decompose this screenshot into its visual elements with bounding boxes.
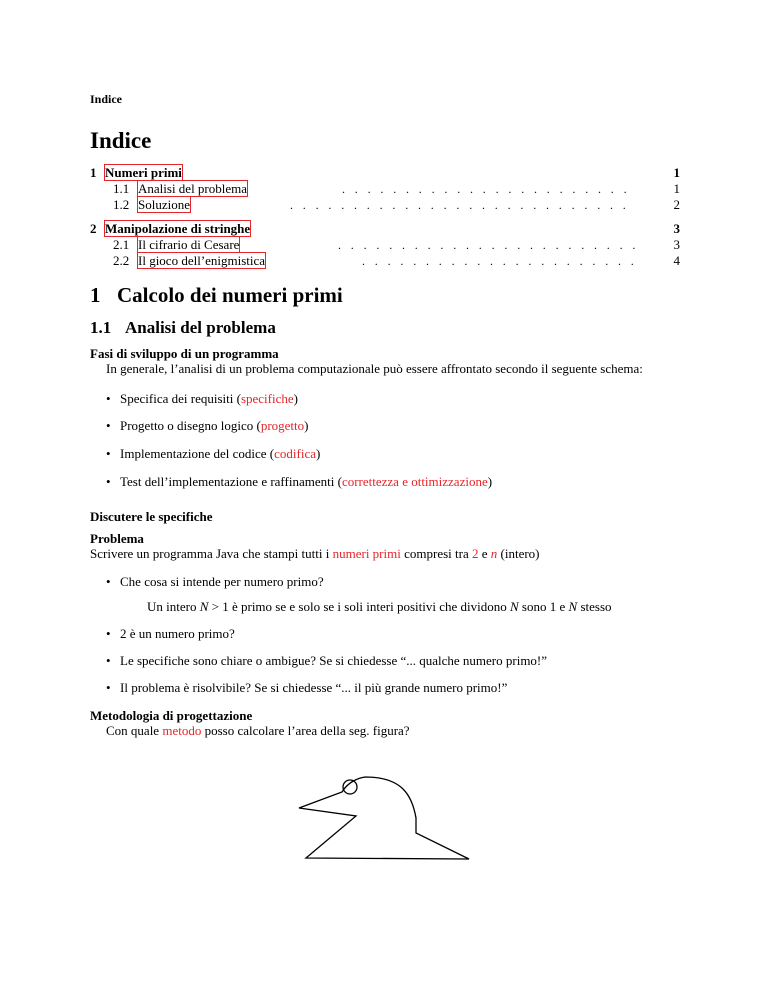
section-title — [90, 283, 343, 308]
toc-entry-page: 3 — [673, 221, 680, 236]
toc-entry-number: 2.1 — [113, 237, 130, 252]
toc-entry-number: 1 — [90, 165, 97, 180]
bird-outline — [299, 777, 469, 859]
prime-definition: Un intero N > 1 è primo se e solo se i soli interi positivi che dividono N sono 1 e N stesso — [147, 599, 612, 614]
fasi-intro: In generale, l’analisi di un problema computazionale può essere affrontato secondo il seguente schema: — [106, 361, 643, 376]
toc-entry-page: 1 — [673, 181, 680, 196]
highlight-term: specifiche — [240, 391, 294, 406]
list-item: • 2 è un numero primo? — [106, 626, 235, 641]
fasi-heading: Fasi di sviluppo di un programma — [90, 346, 279, 361]
toc-leader-dots: . . . . . . . . . . . . . . . . . . . . . . . — [342, 182, 630, 196]
list-item: • Progetto o disegno logico (progetto) — [106, 418, 309, 433]
toc-entry-link[interactable]: Il cifrario di Cesare — [138, 237, 240, 252]
section-number: 1 — [90, 283, 101, 307]
highlight-term: codifica — [274, 446, 316, 461]
list-item: • Le specifiche sono chiare o ambigue? Se si chiedesse “... qualche numero primo!” — [106, 653, 548, 668]
toc-entry-enigmistica[interactable] — [90, 253, 680, 269]
list-item: • Implementazione del codice (codifica) — [106, 446, 321, 461]
toc-entry-page: 4 — [673, 253, 680, 268]
metodologia-text: Con quale metodo posso calcolare l’area della seg. figura? — [106, 723, 410, 738]
toc-leader-dots: . . . . . . . . . . . . . . . . . . . . . . — [362, 254, 638, 268]
highlight-term: correttezza e ottimizzazione — [341, 474, 488, 489]
toc-heading: Indice — [90, 128, 152, 153]
toc-entry-link[interactable]: Il gioco dell’enigmistica — [138, 253, 266, 268]
toc-entry-manipolazione[interactable] — [90, 221, 680, 237]
toc-entry-number: 2.2 — [113, 253, 130, 268]
toc-entry-link[interactable]: Analisi del problema — [138, 181, 248, 196]
toc-entry-link[interactable]: Numeri primi — [105, 165, 182, 180]
list-item: • Che cosa si intende per numero primo? — [106, 574, 324, 589]
toc-entry-page: 3 — [673, 237, 680, 252]
toc-entry-link[interactable]: Soluzione — [138, 197, 190, 212]
toc-entry-soluzione[interactable] — [90, 197, 680, 213]
metodologia-heading: Metodologia di progettazione — [90, 708, 253, 723]
subsection-title — [90, 318, 276, 338]
list-item: • Test dell’implementazione e raffinamenti (correttezza e ottimizzazione) — [106, 474, 493, 489]
toc-entry-link[interactable]: Manipolazione di stringhe — [105, 221, 251, 236]
toc-entry-analisi[interactable] — [90, 181, 680, 197]
subsection-title-text: Analisi del problema — [125, 318, 276, 337]
problema-heading: Problema — [90, 531, 144, 546]
toc-entry-number: 1.1 — [113, 181, 130, 196]
toc-entry-numeri-primi[interactable] — [90, 165, 680, 181]
problema-statement: Scrivere un programma Java che stampi tutti i numeri primi compresi tra 2 e n (intero) — [90, 546, 540, 561]
running-head: Indice — [90, 92, 123, 106]
list-item: • Specifica dei requisiti (specifiche) — [106, 391, 298, 406]
toc-entry-page: 1 — [673, 165, 680, 180]
toc-leader-dots: . . . . . . . . . . . . . . . . . . . . . . . . . . . — [290, 198, 630, 212]
list-item: • Il problema è risolvibile? Se si chiedesse “... il più grande numero primo!” — [106, 680, 508, 695]
section-title-text: Calcolo dei numeri primi — [117, 283, 343, 307]
highlight-term: progetto — [260, 418, 305, 433]
toc-entry-number: 1.2 — [113, 197, 130, 212]
toc-entry-number: 2 — [90, 221, 97, 236]
toc-entry-page: 2 — [673, 197, 680, 212]
bird-shape-figure — [290, 770, 480, 865]
toc-leader-dots: . . . . . . . . . . . . . . . . . . . . . . . . — [338, 238, 639, 252]
toc-entry-cifrario[interactable] — [90, 237, 680, 253]
subsection-number: 1.1 — [90, 318, 112, 337]
discutere-heading: Discutere le specifiche — [90, 509, 213, 524]
